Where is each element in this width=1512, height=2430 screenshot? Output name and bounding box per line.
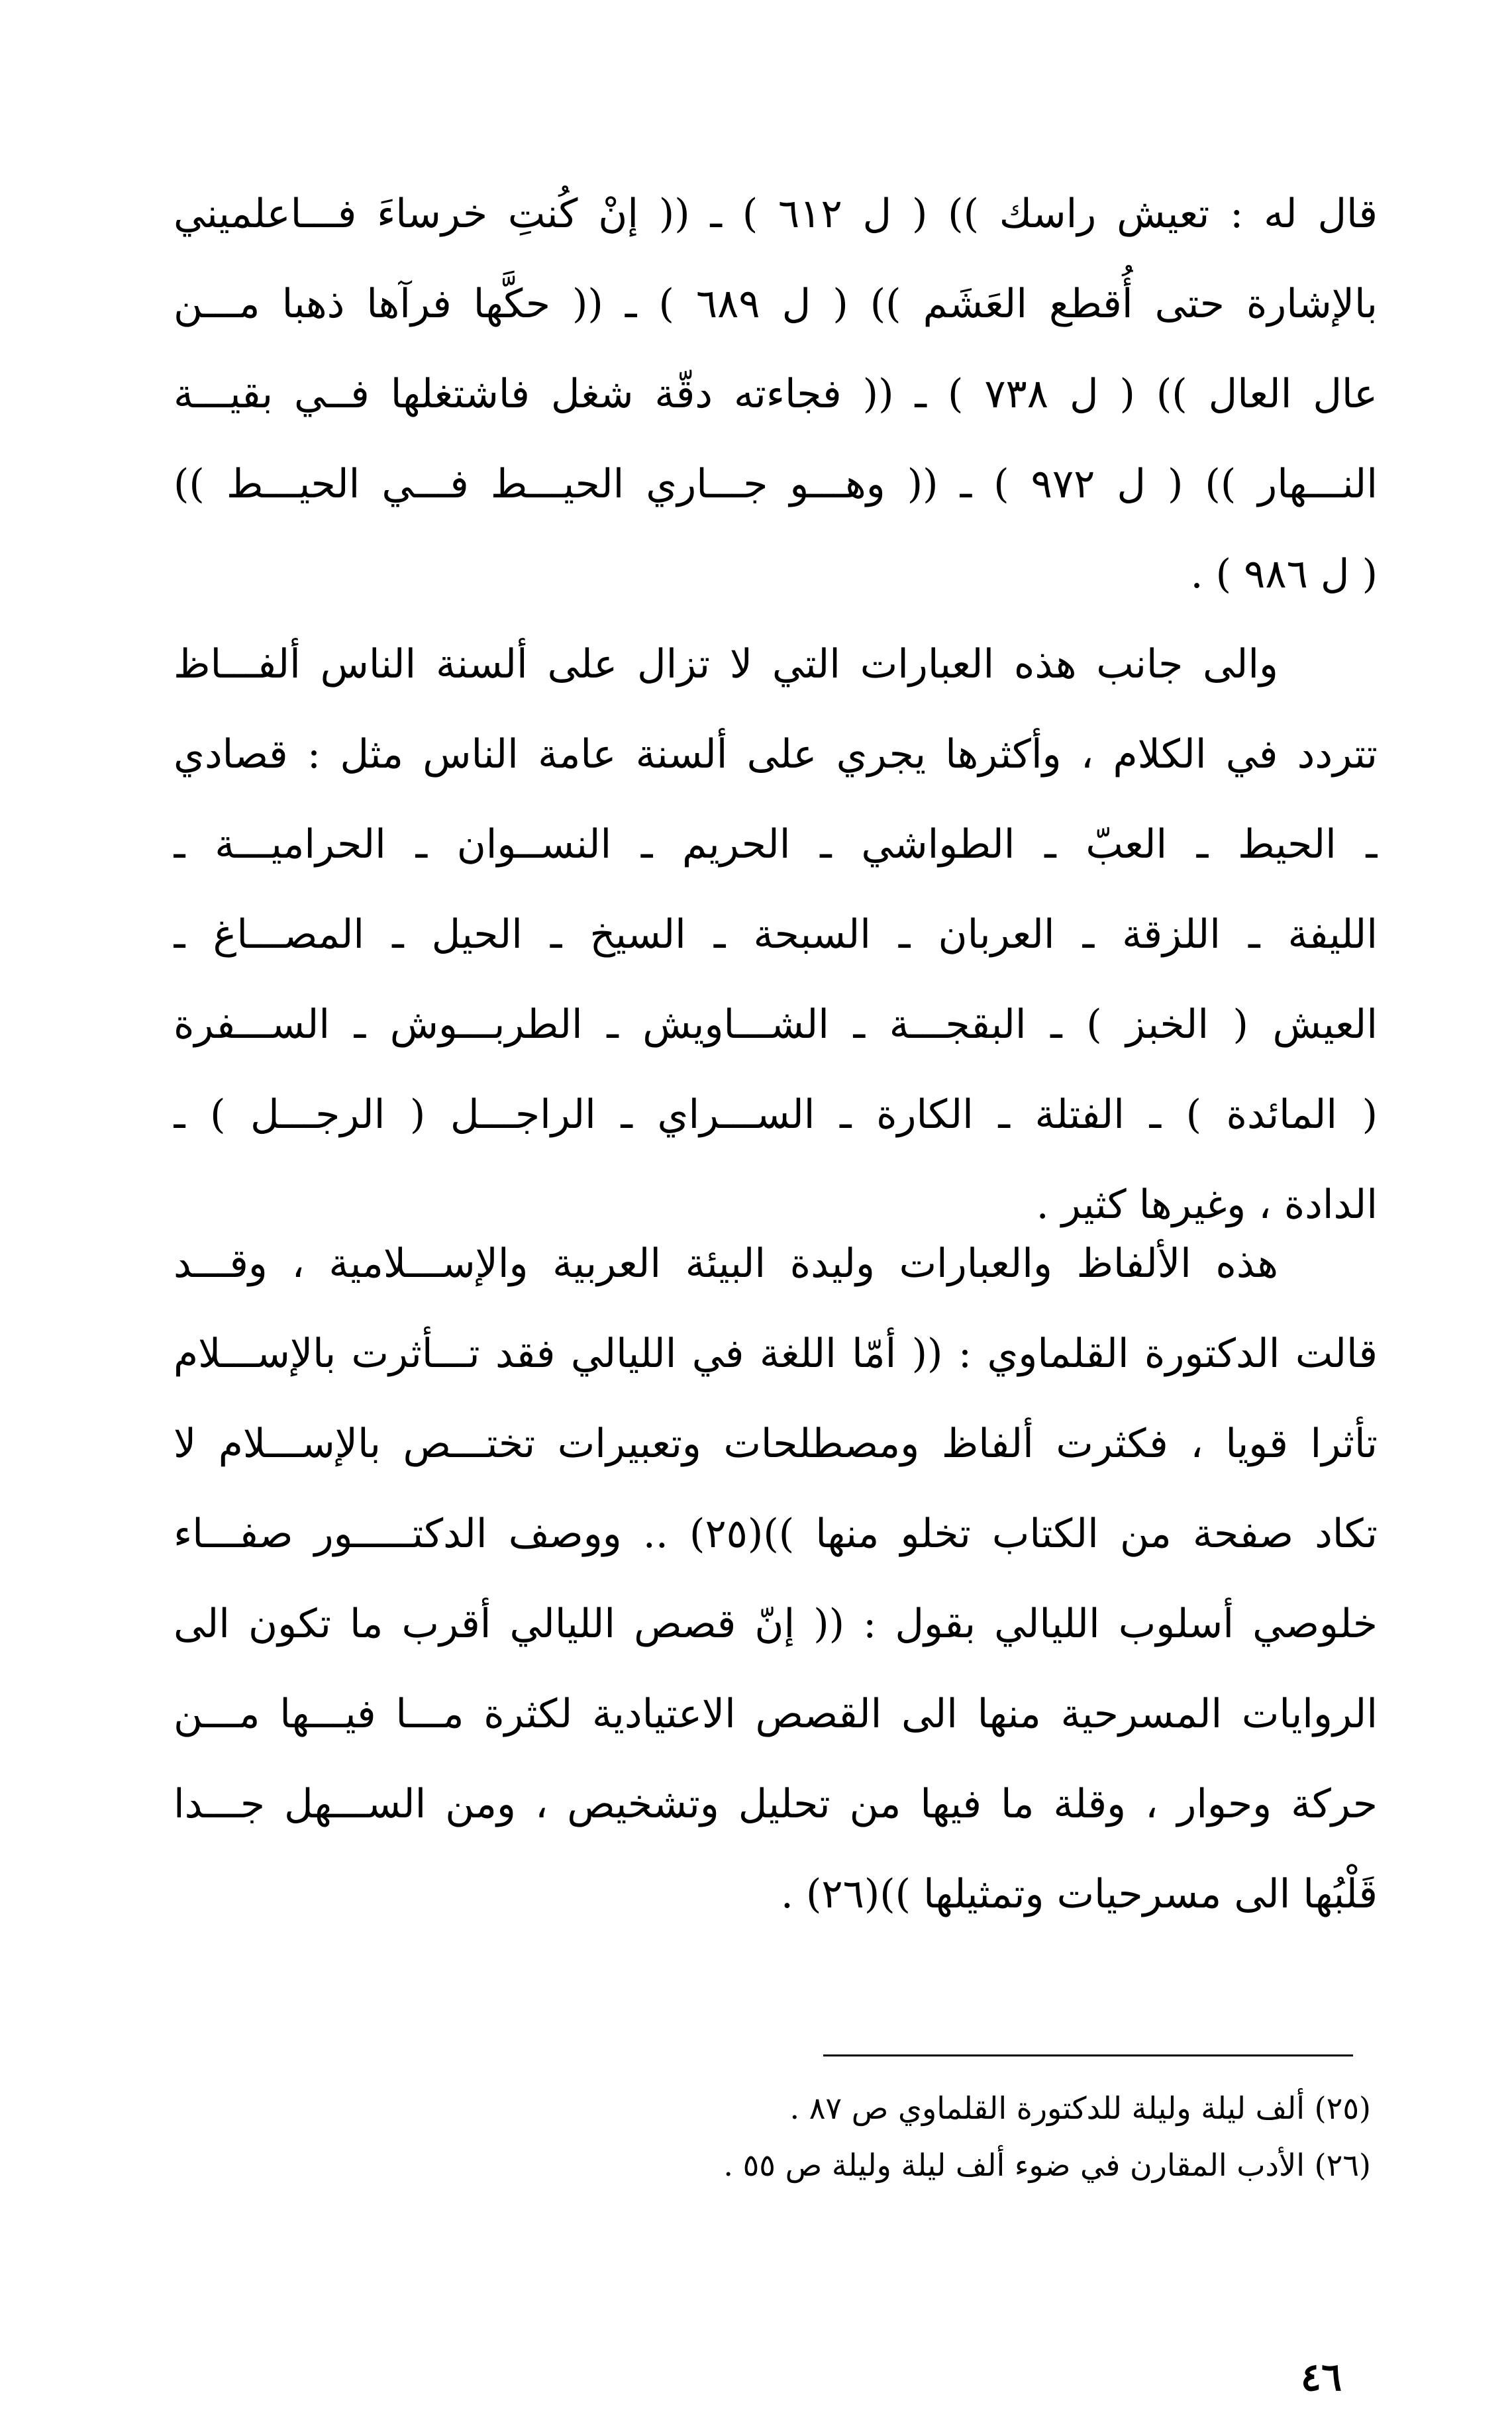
footnote-separator [823,2054,1353,2056]
text-line: قال له : تعيش راسك )) ( ل ٦١٢ ) ـ (( إنْ كُنتِ خرساءَ فـــاعلميني [174,191,1378,237]
text-line: الروايات المسرحية منها الى القصص الاعتيادية لكثرة مـــا فيـــها مـــن [174,1691,1378,1737]
text-line: ( المائدة ) ـ الفتلة ـ الكارة ـ الســـراي ـ الراجـــل ( الرجـــل ) ـ [174,1091,1378,1138]
text-line: عال العال )) ( ل ٧٣٨ ) ـ (( فجاءته دقّة شغل فاشتغلها فــي بقيـــة [174,371,1378,417]
text-line: العيش ( الخبز ) ـ البقجـــة ـ الشـــاويش ـ الطربـــوش ـ الســـفرة [174,1001,1378,1048]
text-line: الليفة ـ اللزقة ـ العربان ـ السبحة ـ السيخ ـ الحيل ـ المصـــاغ ـ [174,911,1378,958]
text-line: هذه الألفاظ والعبارات وليدة البيئة العربية والإســـلامية ، وقـــد [174,1240,1278,1287]
paragraph-1 [174,169,1378,619]
text-line: قَلْبُها الى مسرحيات وتمثيلها ))(٢٦) . [780,1871,1378,1917]
text-line: تأثرا قويا ، فكثرت ألفاظ ومصطلحات وتعبيرات تختـــص بالإســـلام لا [174,1421,1378,1467]
footnote-26: (٢٦) الأدب المقارن في ضوء ألف ليلة وليلة ص ٥٥ . [723,2147,1371,2183]
page-number: ٤٦ [1300,2354,1342,2400]
text-line: حركة وحوار ، وقلة ما فيها من تحليل وتشخيص ، ومن الســـهل جـــدا [174,1781,1378,1827]
text-line: قالت الدكتورة القلماوي : (( أمّا اللغة في الليالي فقد تـــأثرت بالإســـلام [174,1331,1378,1377]
paragraph-3 [174,1219,1378,1939]
text-line: ( ل ٩٨٦ ) . [1190,551,1378,597]
text-line: تكاد صفحة من الكتاب تخلو منها ))(٢٥) .. ووصف الدكتـــــور صفـــاء [174,1511,1378,1557]
text-line: والى جانب هذه العبارات التي لا تزال على ألسنة الناس ألفـــاظ [174,641,1278,687]
text-line: ـ الحيط ـ العبّ ـ الطواشي ـ الحريم ـ النســوان ـ الحراميـــة ـ [174,821,1378,868]
text-line: بالإشارة حتى أُقطع العَشَم )) ( ل ٦٨٩ ) ـ (( حكَّها فرآها ذهبا مـــن [174,281,1378,327]
footnote-25: (٢٥) ألف ليلة وليلة للدكتورة القلماوي ص ٨٧ . [789,2090,1371,2126]
text-line: الدادة ، وغيرها كثير . [1036,1182,1378,1228]
text-line: تتردد في الكلام ، وأكثرها يجري على ألسنة عامة الناس مثل : قصادي [174,731,1378,778]
text-line: النـــهار )) ( ل ٩٧٢ ) ـ (( وهـــو جـــاري الحيـــط فـــي الحيـــط )) [174,461,1378,507]
text-line: خلوصي أسلوب الليالي بقول : (( إنّ قصص الليالي أقرب ما تكون الى [174,1601,1378,1647]
paragraph-2 [174,619,1378,1250]
footnotes [397,2080,1371,2194]
